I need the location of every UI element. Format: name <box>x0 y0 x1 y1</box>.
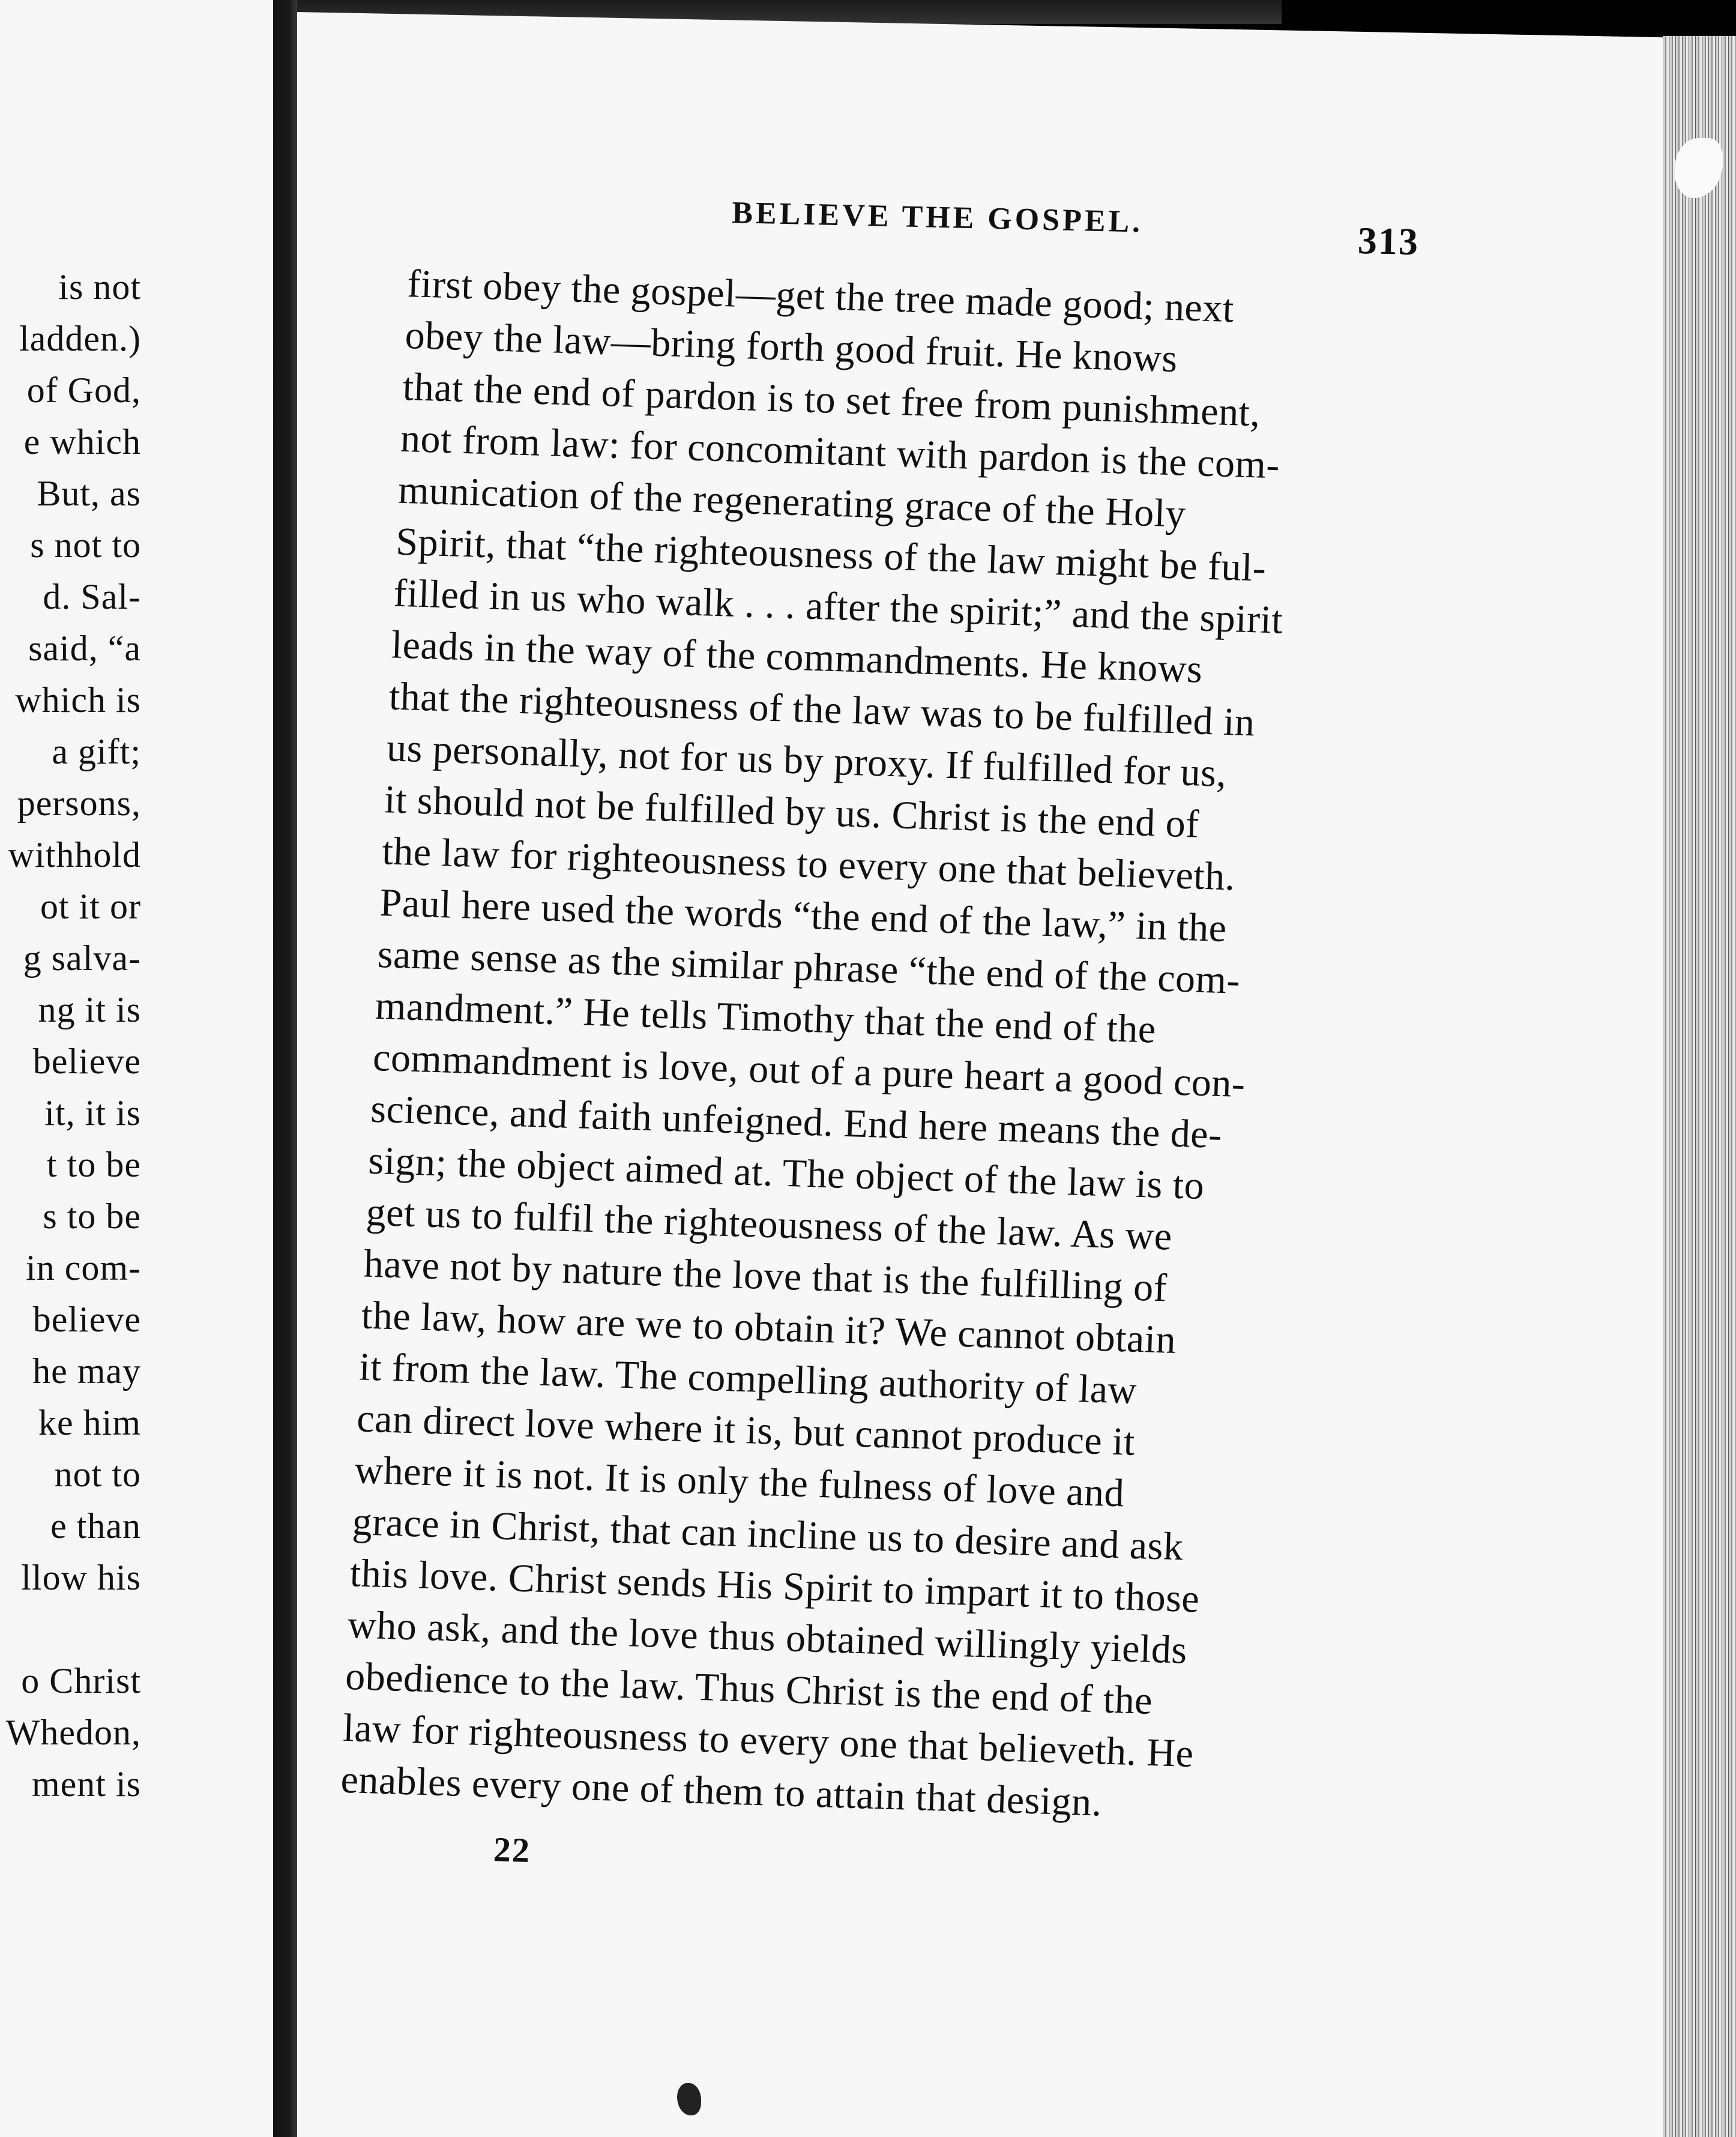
body-line: leads in the way of the commandments. He knows <box>390 622 1204 692</box>
book-gutter <box>273 0 300 2137</box>
previous-page-line: believe <box>32 1300 141 1339</box>
body-line: have not by nature the love that is the fulfilling of <box>363 1241 1168 1310</box>
body-line: where it is not. It is only the fulness of love and <box>354 1448 1126 1516</box>
previous-page-line: which is <box>15 680 141 720</box>
previous-page <box>0 0 273 2137</box>
body-line: filled in us who walk . . . after the spirit;” and the spirit <box>393 571 1284 642</box>
previous-page-line: ng it is <box>38 990 141 1029</box>
previous-page-line: in com- <box>26 1248 141 1288</box>
body-line: Paul here used the words “the end of the law,” in the <box>379 881 1228 951</box>
body-line: the law, how are we to obtain it? We cannot obtain <box>361 1293 1177 1362</box>
previous-page-line: e than <box>50 1506 141 1546</box>
previous-page-line: s not to <box>30 525 141 565</box>
body-line: can direct love where it is, but cannot produce it <box>356 1396 1136 1464</box>
body-line: it should not be fulfilled by us. Christ is the end of <box>384 777 1200 846</box>
previous-page-line: believe <box>32 1041 141 1081</box>
previous-page-line: o Christ <box>21 1661 141 1701</box>
body-line: obey the law—bring forth good fruit. He knows <box>404 313 1178 381</box>
previous-page-line: not to <box>54 1454 141 1494</box>
body-line: Spirit, that “the righteousness of the law might be ful- <box>395 519 1267 590</box>
previous-page-line: s to be <box>43 1196 141 1236</box>
previous-page-line: said, “a <box>28 628 141 668</box>
body-line: mandment.” He tells Timothy that the end of the <box>375 983 1157 1052</box>
previous-page-line: Whedon, <box>5 1713 141 1752</box>
body-line: first obey the gospel—get the tree made good; next <box>406 261 1235 331</box>
previous-page-line: is not <box>58 267 141 307</box>
previous-page-line: d. Sal- <box>43 577 141 616</box>
body-line: science, and faith unfeigned. End here means the de- <box>370 1087 1223 1157</box>
body-line: it from the law. The compelling authority of law <box>358 1345 1138 1412</box>
running-head: BELIEVE THE GOSPEL. <box>731 195 1144 240</box>
body-line: commandment is love, out of a pure heart a good con- <box>372 1035 1246 1106</box>
body-line: that the righteousness of the law was to be fulfilled in <box>388 674 1256 745</box>
page-edges <box>1663 36 1736 2137</box>
previous-page-line: it, it is <box>44 1093 141 1133</box>
body-line: enables every one of them to attain that design. <box>340 1757 1103 1825</box>
body-line: obedience to the law. Thus Christ is the end of the <box>345 1654 1154 1723</box>
body-line: us personally, not for us by proxy. If fulfilled for us, <box>386 726 1228 796</box>
body-line: munication of the regenerating grace of the Holy <box>397 468 1187 536</box>
previous-page-line: a gift; <box>52 732 141 771</box>
page-number: 313 <box>1357 219 1420 264</box>
previous-page-line: withhold <box>8 835 141 875</box>
previous-page-line: persons, <box>17 783 141 823</box>
previous-page-line: g salva- <box>23 938 141 978</box>
previous-page-line: llow his <box>21 1558 141 1597</box>
previous-page-line: he may <box>32 1351 141 1391</box>
body-line: the law for righteousness to every one that believeth. <box>381 829 1236 899</box>
body-line: same sense as the similar phrase “the end of the com- <box>376 932 1241 1002</box>
previous-page-line: e which <box>23 422 141 462</box>
body-line: grace in Christ, that can incline us to desire and ask <box>351 1500 1184 1569</box>
body-line: who ask, and the love thus obtained willingly yields <box>347 1603 1188 1672</box>
signature-mark: 22 <box>493 1830 531 1870</box>
previous-page-line: But, as <box>37 474 141 513</box>
previous-page-line: of God, <box>26 370 141 410</box>
body-line: that the end of pardon is to set free from punishment, <box>402 364 1261 435</box>
body-line: law for righteousness to every one that believeth. He <box>342 1705 1195 1776</box>
body-line: get us to fulfil the righteousness of the law. As we <box>365 1190 1173 1259</box>
previous-page-line: ladden.) <box>19 319 141 358</box>
body-line: this love. Christ sends His Spirit to impart it to those <box>349 1551 1201 1621</box>
body-line: sign; the object aimed at. The object of the law is to <box>367 1138 1205 1208</box>
body-line: not from law: for concomitant with pardon is the com- <box>400 416 1280 487</box>
previous-page-line: ot it or <box>40 887 141 926</box>
previous-page-line: ke him <box>38 1403 141 1442</box>
previous-page-line: ment is <box>32 1764 141 1804</box>
previous-page-line: t to be <box>47 1145 141 1184</box>
